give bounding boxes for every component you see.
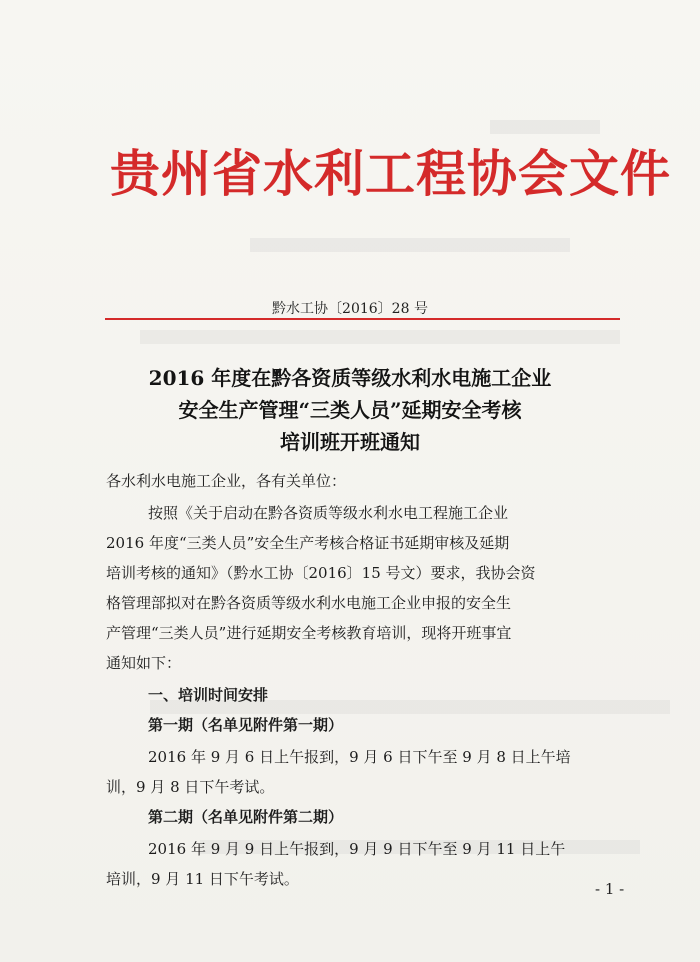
- paragraph-line: 培训，9 月 11 日下午考试。: [106, 870, 299, 888]
- section-heading: 一、培训时间安排: [148, 686, 269, 704]
- paragraph-line: 培训考核的通知》（黔水工协〔2016〕15 号文）要求，我协会资: [106, 564, 536, 582]
- notice-title-line-1: 2016 年度在黔各资质等级水利水电施工企业: [148, 366, 552, 390]
- document-number: 黔水工协〔2016〕28 号: [272, 301, 428, 317]
- paragraph-line: 产管理“三类人员”进行延期安全考核教育培训，现将开班事宜: [106, 624, 512, 642]
- notice-title-line-3: 培训班开班通知: [280, 430, 420, 454]
- paragraph-line: 2016 年 9 月 9 日上午报到，9 月 9 日下午至 9 月 11 日上午: [148, 840, 566, 858]
- session-heading: 第一期（名单见附件第一期）: [148, 716, 344, 734]
- paragraph-line: 训，9 月 8 日下午考试。: [106, 778, 275, 796]
- bleed-through-shadow: [490, 120, 600, 134]
- org-header-title: 贵州省水利工程协会文件: [110, 145, 671, 203]
- paragraph-line: 2016 年度“三类人员”安全生产考核合格证书延期审核及延期: [106, 534, 510, 552]
- paragraph-line: 通知如下：: [106, 654, 182, 672]
- page-number: - 1 -: [595, 880, 625, 898]
- session-heading: 第二期（名单见附件第二期）: [148, 808, 344, 826]
- paragraph-line: 格管理部拟对在黔各资质等级水利水电施工企业申报的安全生: [106, 594, 512, 612]
- bleed-through-shadow: [250, 238, 570, 252]
- salutation: 各水利水电施工企业，各有关单位：: [106, 472, 347, 490]
- bleed-through-shadow: [140, 330, 620, 344]
- notice-title-line-2: 安全生产管理“三类人员”延期安全考核: [178, 398, 522, 422]
- paragraph-line: 按照《关于启动在黔各资质等级水利水电工程施工企业: [148, 504, 509, 522]
- header-divider: [105, 318, 620, 320]
- paragraph-line: 2016 年 9 月 6 日上午报到，9 月 6 日下午至 9 月 8 日上午培: [148, 748, 571, 766]
